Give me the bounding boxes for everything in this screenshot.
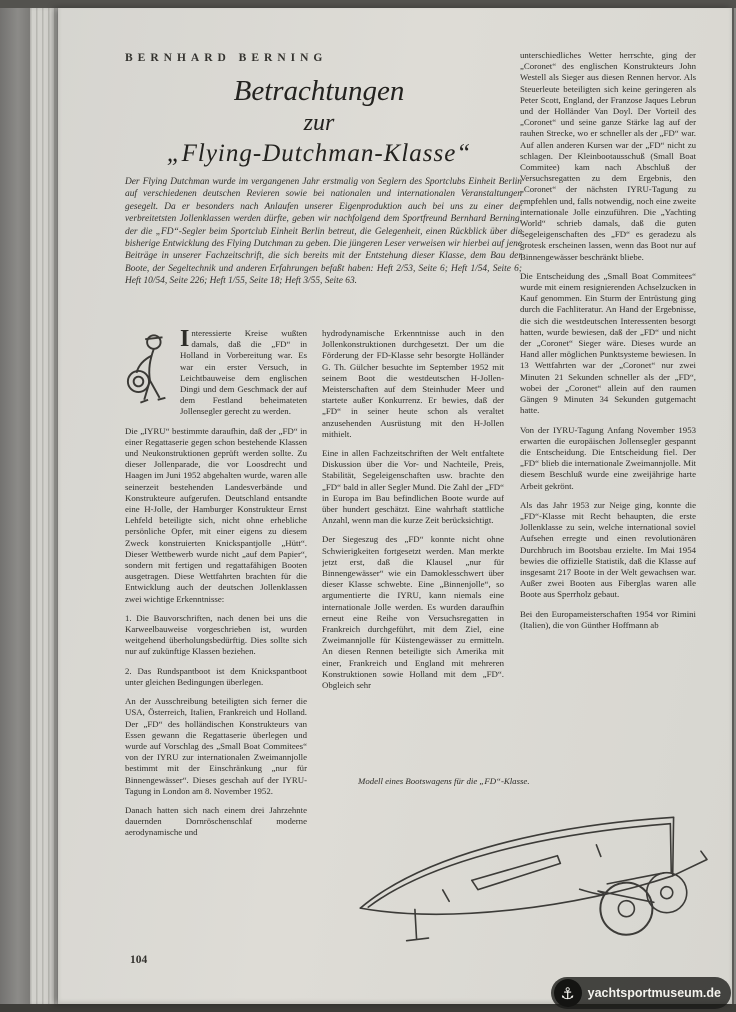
paragraph: Von der IYRU-Tagung Anfang November 1953 erwarten die europäischen Jollensegler gespannt die Entscheidung. Die Entscheidung fiel. Der „FD“ blieb die internationale Zweimannjolle. Mit diesem Beschluß wurde eine zweijährige harte Arbeit gekrönt. xyxy=(520,424,696,491)
watermark-label: yachtsportmuseum.de xyxy=(587,986,721,1000)
title-line-2: zur xyxy=(303,110,335,136)
list-item-2: 2. Das Rundspantboot ist dem Knickspantboot unter gleichen Bedingungen überlegen. xyxy=(125,665,307,687)
paragraph: An der Ausschreibung beteiligten sich ferner die USA, Österreich, Italien, Frankreich und Holland. Der „FD“ des holländischen Konstrukteurs van Essen gewann die Regattaserie überlegen und wurde auf Vorschlag des „Small Boat Commitees“ von der IYRU zur internationalen Zweimannjolle bestimmt mit der Einschränkung „nur für Binnengewässer“. Dieses geschah auf der IYRU-Tagung in London am 8. November 1952. xyxy=(125,696,307,796)
figure-caption: Modell eines Bootswagens für die „FD“-Klasse. xyxy=(358,776,530,786)
book-spine xyxy=(0,0,30,1012)
scan-border-top xyxy=(0,0,736,8)
text-column-1 xyxy=(125,328,307,960)
sailor-woodcut-illustration xyxy=(125,330,175,408)
author-name: BERNHARD BERNING xyxy=(125,52,328,64)
paragraph xyxy=(125,328,307,418)
drop-cap: I xyxy=(180,328,190,352)
paragraph: Als das Jahr 1953 zur Neige ging, konnte die „FD“-Klasse mit Recht behaupten, die erste Jollenklasse zu sein, welche international soviel Aufsehen erregte und einen revolutionären Durchbruch im Bootsbau erzielte. Im Mai 1954 bewies die offizielle Statistik, daß die Klasse auf insgesamt 217 Boote in der Welt gewachsen war. Außer zwei Booten aus Fiberglas waren alle Boote aus Sperrholz gebaut. xyxy=(520,499,696,600)
page-number: 104 xyxy=(130,954,148,966)
magazine-page xyxy=(58,8,734,1004)
text-column-2 xyxy=(322,328,504,780)
watermark xyxy=(551,977,731,1009)
list-item-1: 1. Die Bauvorschriften, nach denen bei uns die Karweelbauweise vorgeschrieben ist, wurden weitgehend überholungsbedürftig. Dies sollte sich nur auf zukünftige Klassen beziehen. xyxy=(125,612,307,657)
text-column-3 xyxy=(520,50,696,758)
paragraph: hydrodynamische Erkenntnisse auch in den Jollenkonstruktionen durchgesetzt. Der um die Förderung der FD-Klasse sehr besorgte Holländer G. Th. Gülcher besuchte im September 1952 mit seinem Boot die westdeutschen H-Jollen-Meisterschaften auf dem Steinhuder Meer und startete außer Konkurrenz. Er bewies, daß der „FD“ in seiner heute schon als veraltet anzusehenden Ausrüstung mit den H-Jollen mithielt. xyxy=(322,328,504,439)
paragraph: Eine in allen Fachzeitschriften der Welt entfaltete Diskussion über die Vor- und Nachteile, Preis, Stabilität, Segeleigenschaften usw. brachte den „FD“ bald in aller Segler Mund. Die Zahl der „FD“ in Europa im Bau befindlichen Boote wurde auf über hundert geschätzt. Eine wahrhaft stattliche Anzahl, wenn man die kurze Zeit berücksichtigt. xyxy=(322,448,504,526)
paragraph: Der Siegeszug des „FD“ konnte nicht ohne Schwierigkeiten fortgesetzt werden. Man merkte jetzt erst, daß die Klausel „nur für Binnengewässer“ wie ein Damoklesschwert über dieser Klasse schwebte. Eine „Binnenjolle“, so argumentierte die IYRU, kann niemals eine internationale Jolle werden. Es wurden daraufhin erneut eine Reihe von Versuchsregatten in Frankreich durchgeführt, mit dem Ziel, eine Zweimannjolle für Küstengewässer zu ermitteln. An diesen Rennen beteiligte sich Amerika mit einer, Frankreich und England mit mehreren Konstruktionen sowie Holland mit dem „FD“. Obgleich sehr xyxy=(322,534,504,691)
paragraph: Danach hatten sich nach einem drei Jahrzehnte dauernden Dornröschenschlaf moderne aerodynamische und xyxy=(125,804,307,838)
paragraph: unterschiedliches Wetter herrschte, ging der „Coronet“ des englischen Konstrukteurs John Westell als Sieger aus diesen Rennen hervor. Als Steuerleute beteiligten sich keine geringeren als Peter Scott, England, der Franzose Jaques Lebrun und der Holländer Van Doyl. Der Vorteil des „Coronet“ und seine ganze Stärke lag auf der rauhen Strecke, wo er schneller als der „FD“ war. Auf allen anderen Kursen war der „FD“ nicht zu schlagen. Der Kleinbootausschuß (Small Boat Commitee) kam nach Abschluß der Versuchsregatten zu dem Ergebnis, den „Coronet“ der nächsten IYRU-Tagung zu empfehlen und, falls notwendig, noch eine zweite internationale Jolle einzuführen. Die „Yachting World“ schrieb damals, daß die guten Segeleigenschaften des „FD“ es geradezu als grotesk erscheinen lassen, wenn das Boot nur auf Binnengewässer beschränkt bliebe. xyxy=(520,50,696,262)
boat-trailer-drawing xyxy=(350,792,732,964)
paragraph: Die Entscheidung des „Small Boat Commitees“ wurde mit einem resignierenden Achselzucken in Kauf genommen. Ein Sturm der Entrüstung ging durch die Fachliteratur. An Hand der Ergebnisse, die sich die westdeutschen Interessenten besorgt hatten, wurde bewiesen, daß der „FD“ und nicht der „Coronet“ Sieger wäre. Dieses wurde an Hand aller möglichen Punktsysteme bewiesen. In 13 Wettfahrten war der „Coronet“ nur zwei Minuten 21 Sekunden schneller als der „FD“, wobei der „Coronet“ allein auf den raumen Gängen 9 Minuten 34 Sekunden gutgemacht hatte. xyxy=(520,270,696,416)
paragraph: Die „IYRU“ bestimmte daraufhin, daß der „FD“ in einer Regattaserie gegen schon bestehende Klassen und Neukonstruktionen geprüft werden sollte. Zu dieser Jollenparade, die vor Loosdrecht und Haagen im Juni 1952 abgehalten wurde, waren alle seinerzeit bestehenden Landesverbände und Konstrukteure aufgerufen. Deutschland entsandte eine H-Jolle, der Hamburger Konstrukteur Ernst Lehfeld beteiligte sich, nicht ohne erhebliche persönliche Opfer, mit einer eigens zu diesem Zweck konstruierten Knickspantjolle „Hütt“. Dieser Wettbewerb wurde nicht „auf dem Papier“, sondern mit fertigen und regattafähigen Booten ausgetragen. Diese Wettfahrten brachten für die Entwicklung auch der deutschen Jollenklassen zwei wichtige Erkenntnisse: xyxy=(125,425,307,604)
title-line-1: Betrachtungen xyxy=(233,75,405,107)
title-line-3: „Flying-Dutchman-Klasse“ xyxy=(166,140,472,167)
article-lead-paragraph: Der Flying Dutchman wurde im vergangenen Jahr erstmalig von Seglern des Sportclubs Einheit Berlin auf verschiedenen deutschen Revieren sowie bei nationalen und internationalen Veranstaltungen gesegelt. Da er besonders nach Anlaufen unserer Eigenproduktion auch bei uns zu einer der verbreitetsten Jollenklassen werden dürfte, geben wir nachfolgend dem Sportfreund Bernhard Berning, der die „FD“-Segler beim Sportclub Einheit Berlin betreut, die Gelegenheit, einen Rückblick über die bisherige Entwicklung des Flying Dutchman zu geben. Die jüngeren Leser verweisen wir hierbei auf jene Beiträge in unserer Fachzeitschrift, die sich bereits mit der Entstehung dieser Klasse, dem Bau der Boote, der Segeltechnik und anderen Erfahrungen befaßt haben: Heft 2/53, Seite 6; Heft 1/54, Seite 6; Heft 10/54, Seite 226; Heft 1/55, Seite 18; Heft 3/55, Seite 63. xyxy=(125,177,522,287)
paragraph-text: nteressierte Kreise wußten damals, daß die „FD“ in Holland in Vorbereitung war. Es war ein erster Versuch, in Leichtbauweise dem englischen Dingi und dem Geschmack der auf dem Festland beheimateten Jollensegler gerecht zu werden. xyxy=(180,328,307,417)
stacked-page-edges xyxy=(30,6,60,1006)
article-title xyxy=(118,74,520,170)
paragraph: Bei den Europameisterschaften 1954 vor Rimini (Italien), die von Günther Hoffmann ab xyxy=(520,608,696,630)
anchor-icon: ⚓ xyxy=(554,979,582,1007)
